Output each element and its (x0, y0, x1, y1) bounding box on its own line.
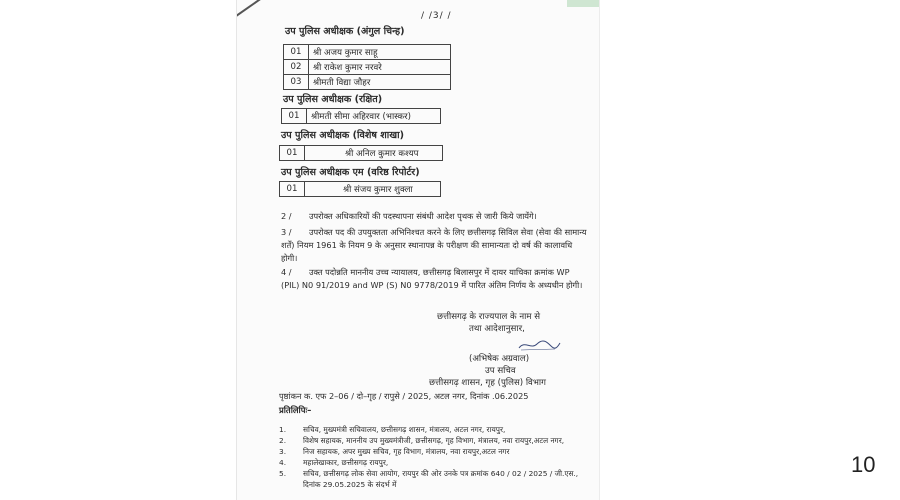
officer-name-cell: श्री संजय कुमार शुक्ला (305, 182, 441, 197)
top-edge-strip (567, 0, 599, 7)
list-number: 3. (279, 447, 287, 456)
signatory-designation: उप सचिव (485, 366, 516, 376)
section-heading: उप पुलिस अधीक्षक एम (वरिष्ठ रिपोर्टर) (281, 167, 420, 178)
table-row (280, 182, 441, 197)
officer-table (283, 44, 451, 90)
paragraph-number: 4 / (281, 267, 292, 277)
section-heading: उप पुलिस अधीक्षक (विशेष शाखा) (281, 130, 404, 141)
list-text: विशेष सहायक, माननीय उप मुख्यमंत्रीजी, छत्तीसगढ़, गृह विभाग, मंत्रालय, नवा रायपुर,अटल नगर, (303, 436, 565, 445)
signature-line-1: छत्तीसगढ़ के राज्यपाल के नाम से (437, 312, 541, 322)
list-text: सचिव, मुख्यमंत्री सचिवालय, छत्तीसगढ़ शासन, मंत्रालय, अटल नगर, रायपुर, (303, 425, 506, 434)
paragraph-4 (281, 266, 587, 292)
paragraph-number: 2 / (281, 211, 292, 221)
handwritten-signature (517, 338, 561, 352)
section-heading: उप पुलिस अधीक्षक (अंगुल चिन्ह) (285, 26, 405, 37)
paragraph-number: 3 / (281, 227, 292, 237)
list-number: 2. (279, 436, 287, 445)
page-fold-mark (236, 0, 269, 22)
table-row (282, 109, 441, 124)
signatory-name: (अभिषेक अग्रवाल) (469, 354, 530, 364)
section-heading: उप पुलिस अधीक्षक (रक्षित) (283, 94, 383, 105)
page-marker: / /3/ / (421, 11, 452, 21)
officer-table (279, 181, 441, 197)
serial-cell: 02 (284, 60, 309, 75)
list-text: निज सहायक, अपर मुख्य सचिव, गृह विभाग, मंत्रालय, नवा रायपुर,अटल नगर (303, 447, 510, 456)
list-item (279, 468, 591, 490)
list-number: 1. (279, 425, 287, 434)
list-item (279, 457, 591, 468)
serial-cell: 01 (284, 45, 309, 60)
table-row (284, 45, 451, 60)
paragraph-3 (281, 226, 587, 265)
officer-table (279, 145, 443, 161)
endorsement-number: पृष्ठांकन क. एफ 2–06 / दो–गृह / रापुसे / 2025, अटल नगर, दिनांक .06.2025 (279, 391, 529, 401)
table-row (284, 75, 451, 90)
officer-name-cell: श्रीमती सीमा अहिरवार (भास्कर) (307, 109, 441, 124)
list-item (279, 424, 591, 435)
serial-cell: 01 (280, 146, 305, 161)
page-side-number: 10 (851, 452, 876, 477)
serial-cell: 01 (280, 182, 305, 197)
paragraph-text: उपरोक्त अधिकारियों की पदस्थापना संबंधी आदेश पृथक से जारी किये जायेंगे। (309, 211, 537, 221)
paragraph-text: उपरोक्त पद की उपयुक्तता अभिनिश्चत करने के लिए छत्तीसगढ़ सिविल सेवा (सेवा की सामान्य शर्तें) नियम 1961 के नियम 9 के अनुसार स्थानापन्न के परीक्षण की सामान्यतः दो वर्ष की कालावधि होगी। (281, 227, 587, 263)
list-text: महालेखाकार, छत्तीसगढ़ रायपुर, (303, 458, 389, 467)
officer-name-cell: श्री अजय कुमार साहू (309, 45, 451, 60)
signature-line-2: तथा आदेशानुसार, (469, 324, 525, 334)
table-row (280, 146, 443, 161)
list-number: 4. (279, 458, 287, 467)
document-page (236, 0, 600, 500)
officer-name-cell: श्रीमती विद्या जौहर (309, 75, 451, 90)
list-text: सचिव, छत्तीसगढ़ लोक सेवा आयोग, रायपुर की ओर उनके पत्र क्रमांक 640 / 02 / 2025 / जी.एस., दिनांक 29.05.2025 के संदर्भ में (303, 469, 579, 489)
paragraph-2 (281, 210, 591, 223)
paragraph-text: उक्त पदोन्नति माननीय उच्च न्यायालय, छत्तीसगढ़ बिलासपुर में दायर याचिका क्रमांक WP (PIL) N0 91/2019 and WP (S) N0 9778/2019 में पारित अंतिम निर्णय के अध्यधीन होगी। (281, 267, 583, 290)
officer-name-cell: श्री अनिल कुमार कश्यप (305, 146, 443, 161)
table-row (284, 60, 451, 75)
list-item (279, 446, 591, 457)
serial-cell: 01 (282, 109, 307, 124)
serial-cell: 03 (284, 75, 309, 90)
officer-name-cell: श्री राकेश कुमार नरवरे (309, 60, 451, 75)
list-item (279, 435, 591, 446)
list-number: 5. (279, 469, 287, 478)
signatory-department: छत्तीसगढ़ शासन, गृह (पुलिस) विभाग (429, 378, 546, 388)
officer-table (281, 108, 441, 124)
copy-label: प्रतिलिपिः– (279, 405, 312, 415)
copy-list (279, 424, 591, 490)
